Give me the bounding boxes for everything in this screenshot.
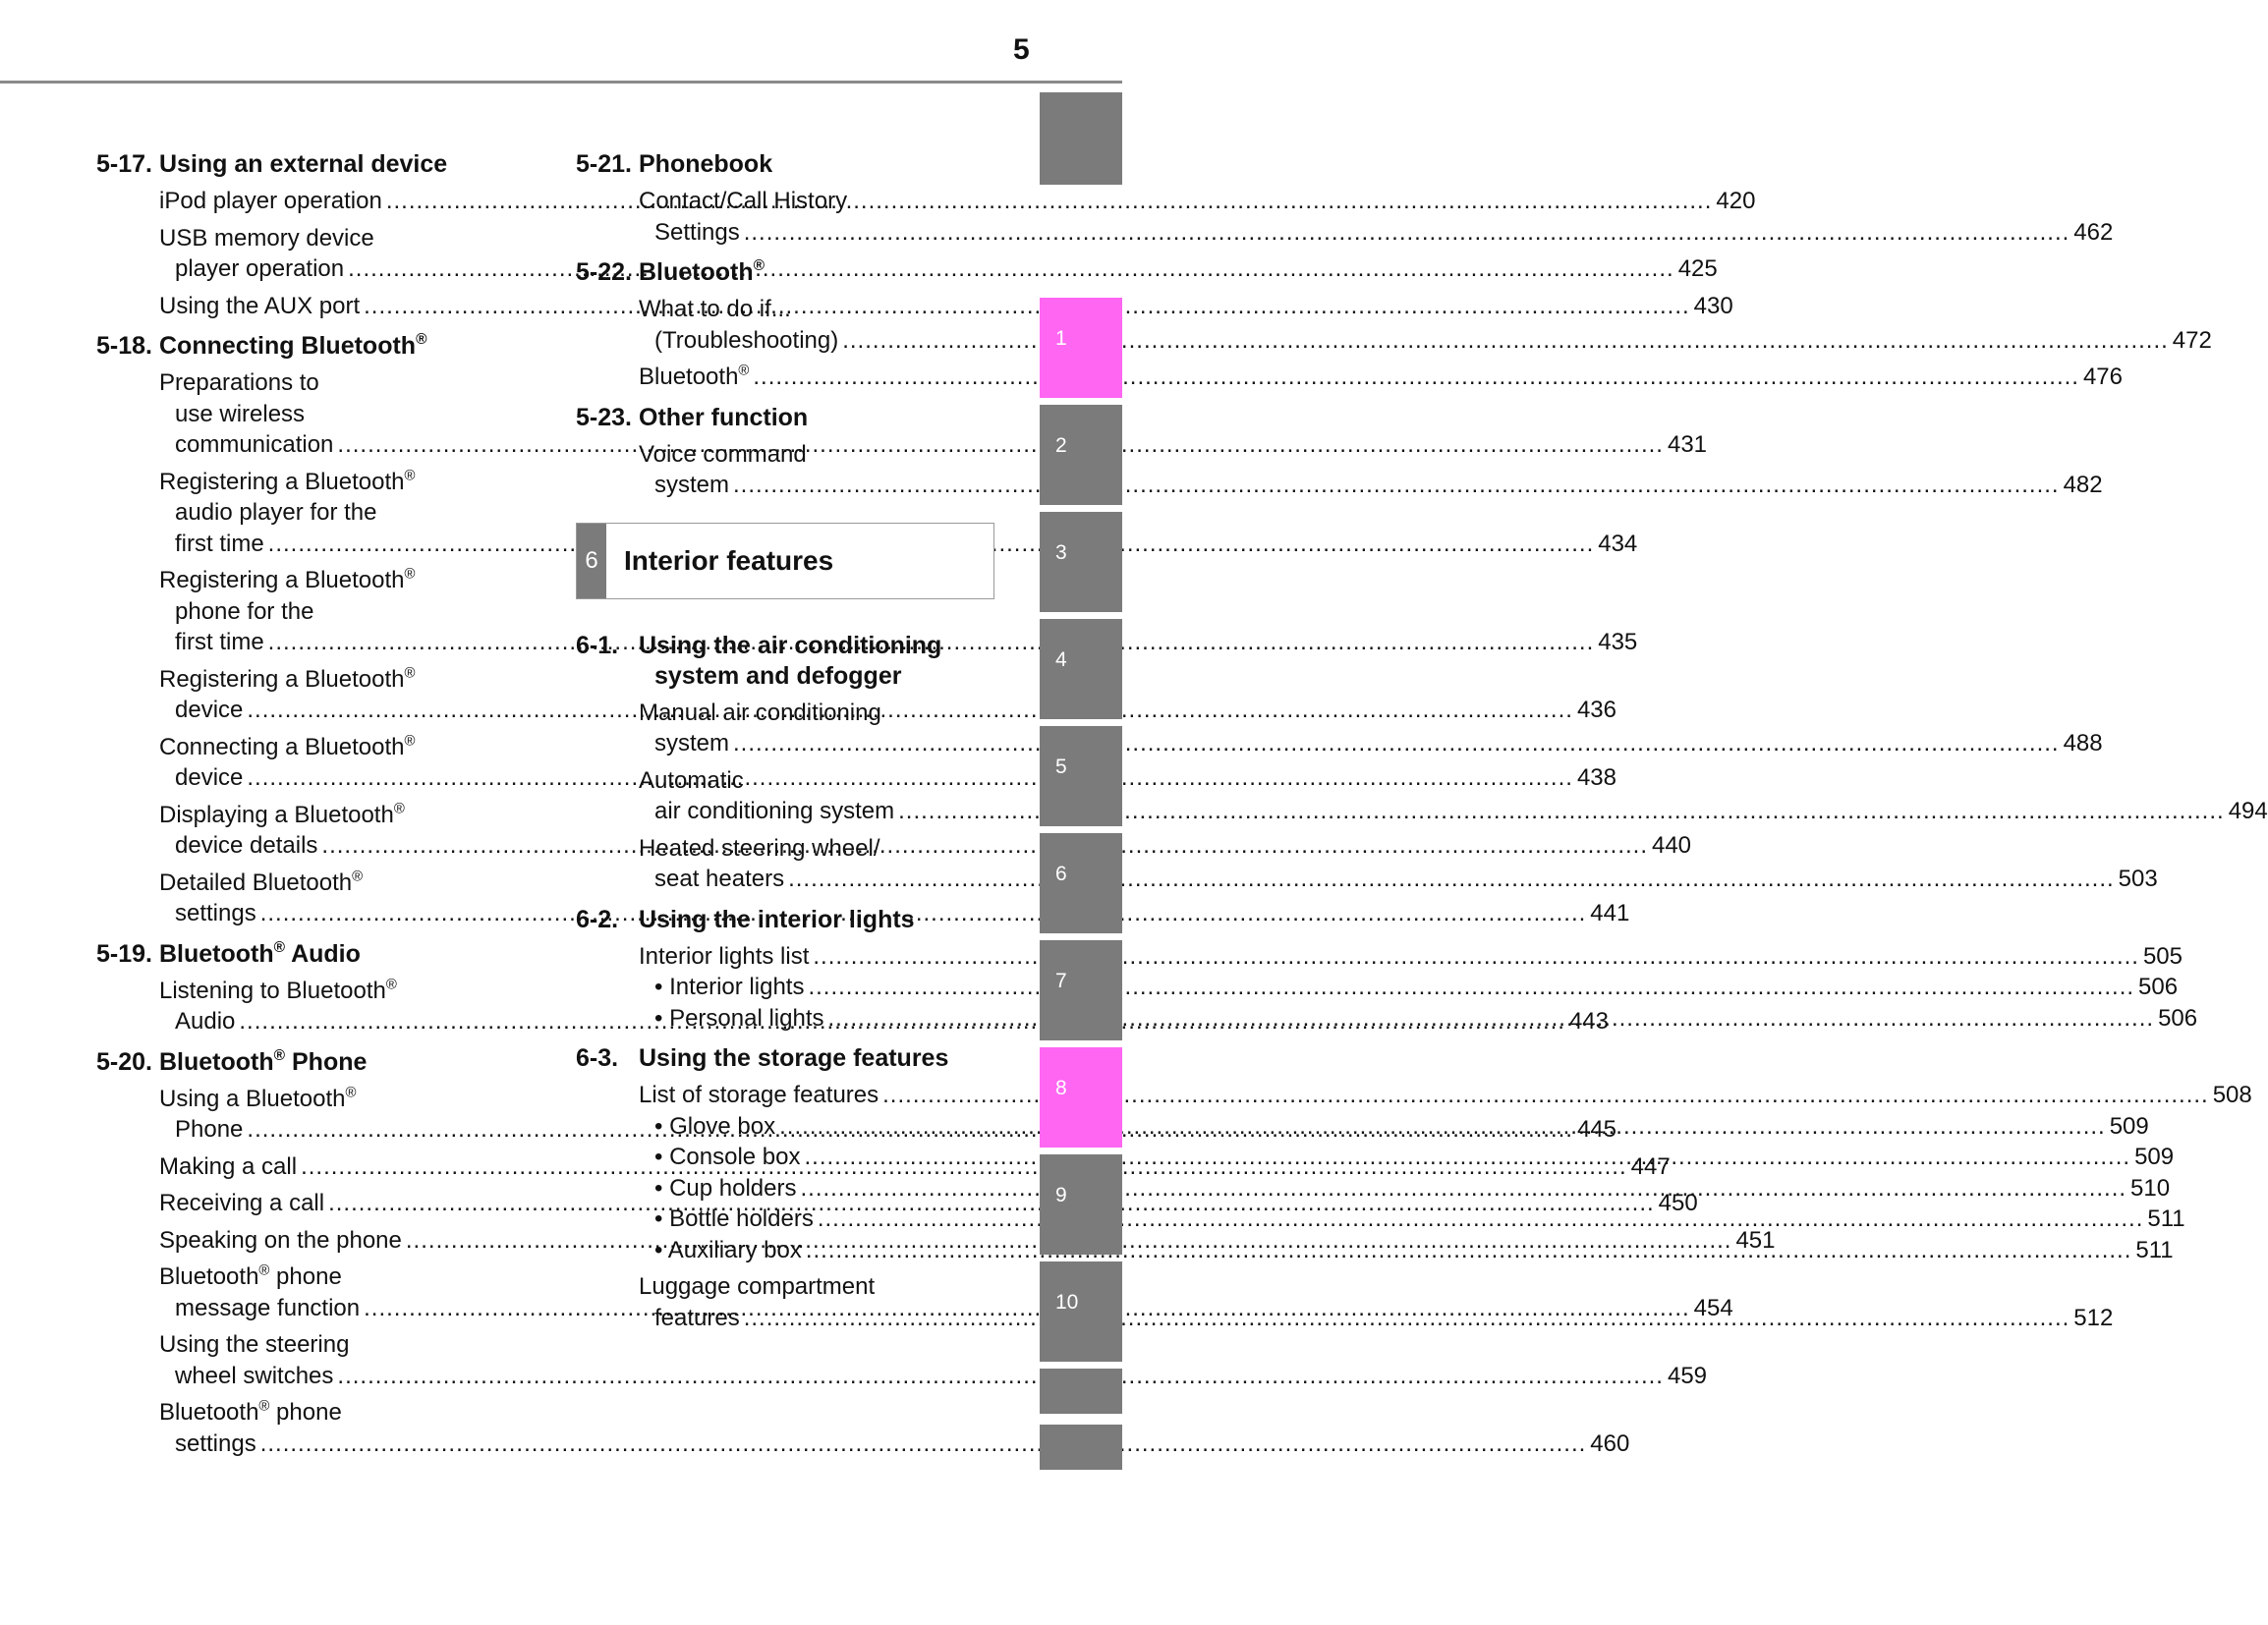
entry-text: first time [175, 629, 264, 655]
page-ref: 503 [2118, 866, 2158, 892]
dot-leader [753, 364, 2079, 390]
dot-leader [779, 1113, 2106, 1140]
section-title: Bluetooth® Audio [159, 938, 361, 968]
page-ref: 443 [1568, 1008, 1609, 1035]
entry-text: system [654, 730, 730, 756]
section-title: Other function [639, 403, 809, 431]
page-ref: 425 [1677, 255, 1718, 282]
page-ref: 476 [2082, 364, 2123, 390]
section-number: 5-22. [576, 258, 632, 286]
entry-leader-row [639, 796, 2268, 827]
page-ref: 438 [1576, 764, 1616, 791]
page-ref: 505 [2142, 942, 2183, 970]
page-ref: 445 [1576, 1116, 1617, 1143]
chapter-tab-blank[interactable] [1040, 92, 1122, 185]
chapter-tab-2[interactable] [1040, 405, 1122, 505]
page-ref: 508 [2212, 1082, 2252, 1108]
entry-line: Heated steering wheel/ [639, 834, 880, 862]
section-title: Connecting Bluetooth® [159, 330, 427, 360]
section-number: 6-3. [576, 1044, 619, 1072]
chapter-tab-4[interactable] [1040, 619, 1122, 719]
entry-leader-row [639, 1204, 2185, 1235]
entry-text: (Troubleshooting) [654, 326, 839, 354]
header-rule [0, 81, 1122, 84]
chapter-tab-9[interactable] [1040, 1154, 1122, 1255]
section-number: 5-21. [576, 150, 632, 178]
section-number: 5-20. [96, 1047, 152, 1076]
page-ref: 459 [1667, 1362, 1708, 1389]
chapter-tabs [1040, 0, 1122, 1625]
tab-label: 1 [1055, 327, 1067, 350]
entry-text: Speaking on the phone [159, 1226, 402, 1254]
dot-leader [744, 219, 2070, 246]
section-title-cont: system and defogger [654, 661, 902, 690]
section-title: Using the air conditioning [639, 631, 942, 659]
dot-leader [808, 974, 2134, 1000]
entry-text: Interior lights list [639, 942, 810, 970]
dot-leader [788, 866, 2115, 892]
section-title: Using an external device [159, 150, 448, 178]
section-heading[interactable] [576, 631, 994, 692]
entry-line: Preparations to [159, 369, 319, 396]
entry-line: Listening to Bluetooth® [159, 976, 397, 1004]
entry-line: Using the steering [159, 1331, 350, 1358]
page-ref: 435 [1598, 629, 1638, 655]
page-ref: 451 [1735, 1226, 1776, 1254]
toc-entry[interactable] [159, 1329, 1708, 1391]
entry-text: Bluetooth® [639, 363, 750, 390]
dot-leader [733, 472, 2060, 498]
entry-text: • Auxiliary box [654, 1236, 802, 1263]
entry-line: Luggage compartment [639, 1273, 876, 1300]
entry-line: Bluetooth® phone [159, 1398, 342, 1426]
entry-text: device [175, 697, 244, 723]
entry-line: USB memory device [159, 224, 374, 252]
tab-label: 4 [1055, 648, 1067, 671]
tab-label: 6 [1055, 863, 1067, 885]
chapter-tab-blank[interactable] [1040, 1425, 1122, 1470]
dot-leader [805, 1144, 2131, 1170]
page-ref: 431 [1667, 431, 1708, 458]
entry-text: • Bottle holders [654, 1205, 814, 1232]
entry-line: Registering a Bluetooth® [159, 566, 416, 593]
entry-text: player operation [175, 255, 345, 282]
entry-line: What to do if... [639, 296, 791, 322]
entry-leader-row [639, 728, 2103, 759]
chapter-tab-blank[interactable] [1040, 1369, 1122, 1414]
entry-line: Connecting a Bluetooth® [159, 732, 416, 760]
chapter-tab-8[interactable] [1040, 1047, 1122, 1148]
section-heading[interactable] [576, 257, 994, 288]
dot-leader [813, 943, 2139, 970]
entry-text: • Glove box [654, 1112, 776, 1140]
entry-text: Audio [175, 1008, 236, 1035]
page-ref: 420 [1716, 188, 1756, 214]
entry-line: Registering a Bluetooth® [159, 467, 416, 495]
tab-label: 5 [1055, 756, 1067, 778]
entry-text: • Console box [654, 1144, 801, 1170]
dot-leader [337, 1363, 1664, 1389]
entry-leader-row [639, 941, 2183, 973]
entry-text: device [175, 764, 244, 791]
page-ref: 509 [2134, 1144, 2175, 1170]
page-ref: 472 [2172, 326, 2212, 354]
page-ref: 447 [1630, 1152, 1671, 1180]
entry-line: Automatic [639, 766, 744, 794]
entry-leader-row [639, 325, 2212, 357]
entry-text: Receiving a call [159, 1190, 325, 1216]
entry-line: phone for the [175, 597, 314, 625]
toc-entry[interactable] [639, 972, 2179, 1003]
page-ref: 441 [1590, 900, 1630, 926]
toc-entry[interactable] [639, 1204, 2185, 1235]
section-title: Bluetooth® [639, 256, 765, 286]
page-ref: 511 [2147, 1205, 2185, 1232]
entry-text: communication [175, 431, 334, 458]
dot-leader [806, 1237, 2132, 1263]
entry-text: • Cup holders [654, 1174, 797, 1202]
section-heading[interactable] [576, 905, 994, 935]
toc-entry[interactable] [639, 1080, 2252, 1111]
page-ref: 512 [2073, 1304, 2114, 1331]
page-ref: 450 [1658, 1190, 1698, 1216]
chapter-title: Interior features [624, 544, 834, 576]
entry-text: iPod player operation [159, 188, 382, 214]
page-ref: 436 [1576, 697, 1616, 723]
entry-text: Settings [654, 218, 740, 246]
section-number: 5-18. [96, 332, 152, 360]
entry-leader-row [639, 217, 2114, 249]
section-heading[interactable] [576, 403, 994, 433]
dot-leader [818, 1205, 2144, 1232]
section-number: 6-1. [576, 631, 619, 659]
entry-line: Contact/Call History [639, 188, 848, 214]
entry-leader-row [159, 1361, 1708, 1392]
dot-leader [260, 1430, 1587, 1457]
page-ref: 506 [2158, 1004, 2198, 1032]
section-heading[interactable] [576, 149, 994, 180]
dot-leader [733, 730, 2060, 756]
entry-text: seat heaters [654, 866, 785, 892]
page-ref: 494 [2228, 798, 2268, 824]
page-number: 5 [1013, 33, 1030, 66]
dot-leader [828, 1005, 2155, 1032]
entry-line: use wireless [175, 400, 306, 427]
entry-line: Manual air conditioning [639, 699, 881, 726]
page-ref: 506 [2138, 974, 2179, 1000]
entry-text: Making a call [159, 1152, 298, 1180]
entry-line: Registering a Bluetooth® [159, 664, 416, 693]
entry-leader-row [159, 1429, 1630, 1460]
section-number: 5-17. [96, 150, 152, 178]
entry-text: air conditioning system [654, 798, 895, 824]
chapter-tab-10[interactable] [1040, 1261, 1122, 1362]
chapter-banner[interactable] [576, 523, 994, 599]
page-ref: 454 [1693, 1294, 1733, 1321]
entry-leader-row [639, 470, 2103, 501]
section-heading[interactable] [96, 149, 515, 180]
section-title: Using the interior lights [639, 905, 915, 933]
toc-entry[interactable] [159, 1397, 1630, 1459]
entry-text: settings [175, 900, 256, 926]
entry-line: Using a Bluetooth® [159, 1084, 357, 1112]
chapter-tab-3[interactable] [1040, 512, 1122, 612]
page-ref: 488 [2063, 730, 2103, 756]
section-heading[interactable] [96, 939, 515, 970]
entry-text: system [654, 472, 730, 498]
tab-label: 7 [1055, 970, 1067, 992]
page-ref: 511 [2135, 1236, 2174, 1263]
tab-label: 8 [1055, 1077, 1067, 1099]
page-ref: 460 [1590, 1429, 1630, 1457]
chapter-tab-1[interactable] [1040, 298, 1122, 398]
page-ref: 510 [2130, 1174, 2171, 1202]
page-ref: 430 [1693, 292, 1733, 319]
chapter-tab-5[interactable] [1040, 726, 1122, 826]
toc-entry[interactable] [639, 362, 2123, 393]
dot-leader [744, 1305, 2070, 1331]
entry-line: audio player for the [175, 499, 377, 526]
chapter-tab-6[interactable] [1040, 833, 1122, 933]
entry-leader-row [639, 972, 2179, 1003]
entry-text: • Interior lights [654, 974, 805, 1000]
tab-label: 10 [1055, 1291, 1079, 1314]
section-title: Phonebook [639, 150, 773, 178]
page-ref: 434 [1598, 530, 1638, 557]
entry-text: features [654, 1304, 740, 1331]
entry-leader-row [639, 362, 2123, 393]
dot-leader [364, 293, 1690, 319]
entry-text: settings [175, 1429, 256, 1457]
tab-label: 2 [1055, 434, 1067, 457]
section-heading[interactable] [576, 1043, 994, 1074]
entry-line: Voice command [639, 440, 807, 468]
entry-text: Using the AUX port [159, 292, 361, 319]
page-ref: 509 [2109, 1112, 2149, 1140]
section-heading[interactable] [96, 1047, 515, 1078]
entry-text: List of storage features [639, 1082, 879, 1108]
dot-leader [337, 431, 1664, 458]
entry-text: wheel switches [175, 1362, 334, 1389]
tab-label: 9 [1055, 1184, 1067, 1206]
dot-leader [800, 1175, 2126, 1202]
section-title: Using the storage features [639, 1044, 949, 1072]
entry-text: first time [175, 530, 264, 557]
chapter-number: 6 [577, 524, 606, 598]
section-title: Bluetooth® Phone [159, 1046, 368, 1076]
entry-line: Detailed Bluetooth® [159, 868, 364, 896]
section-number: 5-23. [576, 403, 632, 431]
toc-entry[interactable] [639, 941, 2183, 973]
page-ref: 440 [1651, 832, 1692, 859]
tab-label: 3 [1055, 541, 1067, 564]
page-ref: 462 [2073, 218, 2114, 246]
entry-text: • Personal lights [654, 1004, 824, 1032]
entry-leader-row [639, 864, 2158, 895]
section-heading[interactable] [96, 331, 515, 362]
entry-text: device details [175, 832, 318, 859]
dot-leader [348, 255, 1674, 282]
entry-leader-row [639, 1080, 2252, 1111]
page-ref: 482 [2063, 472, 2103, 498]
entry-text: Phone [175, 1116, 244, 1143]
section-number: 6-2. [576, 905, 619, 933]
entry-line: Displaying a Bluetooth® [159, 800, 405, 828]
entry-line: Bluetooth® phone [159, 1262, 342, 1290]
entry-text: message function [175, 1294, 361, 1321]
chapter-tab-7[interactable] [1040, 940, 1122, 1040]
section-number: 5-19. [96, 939, 152, 968]
